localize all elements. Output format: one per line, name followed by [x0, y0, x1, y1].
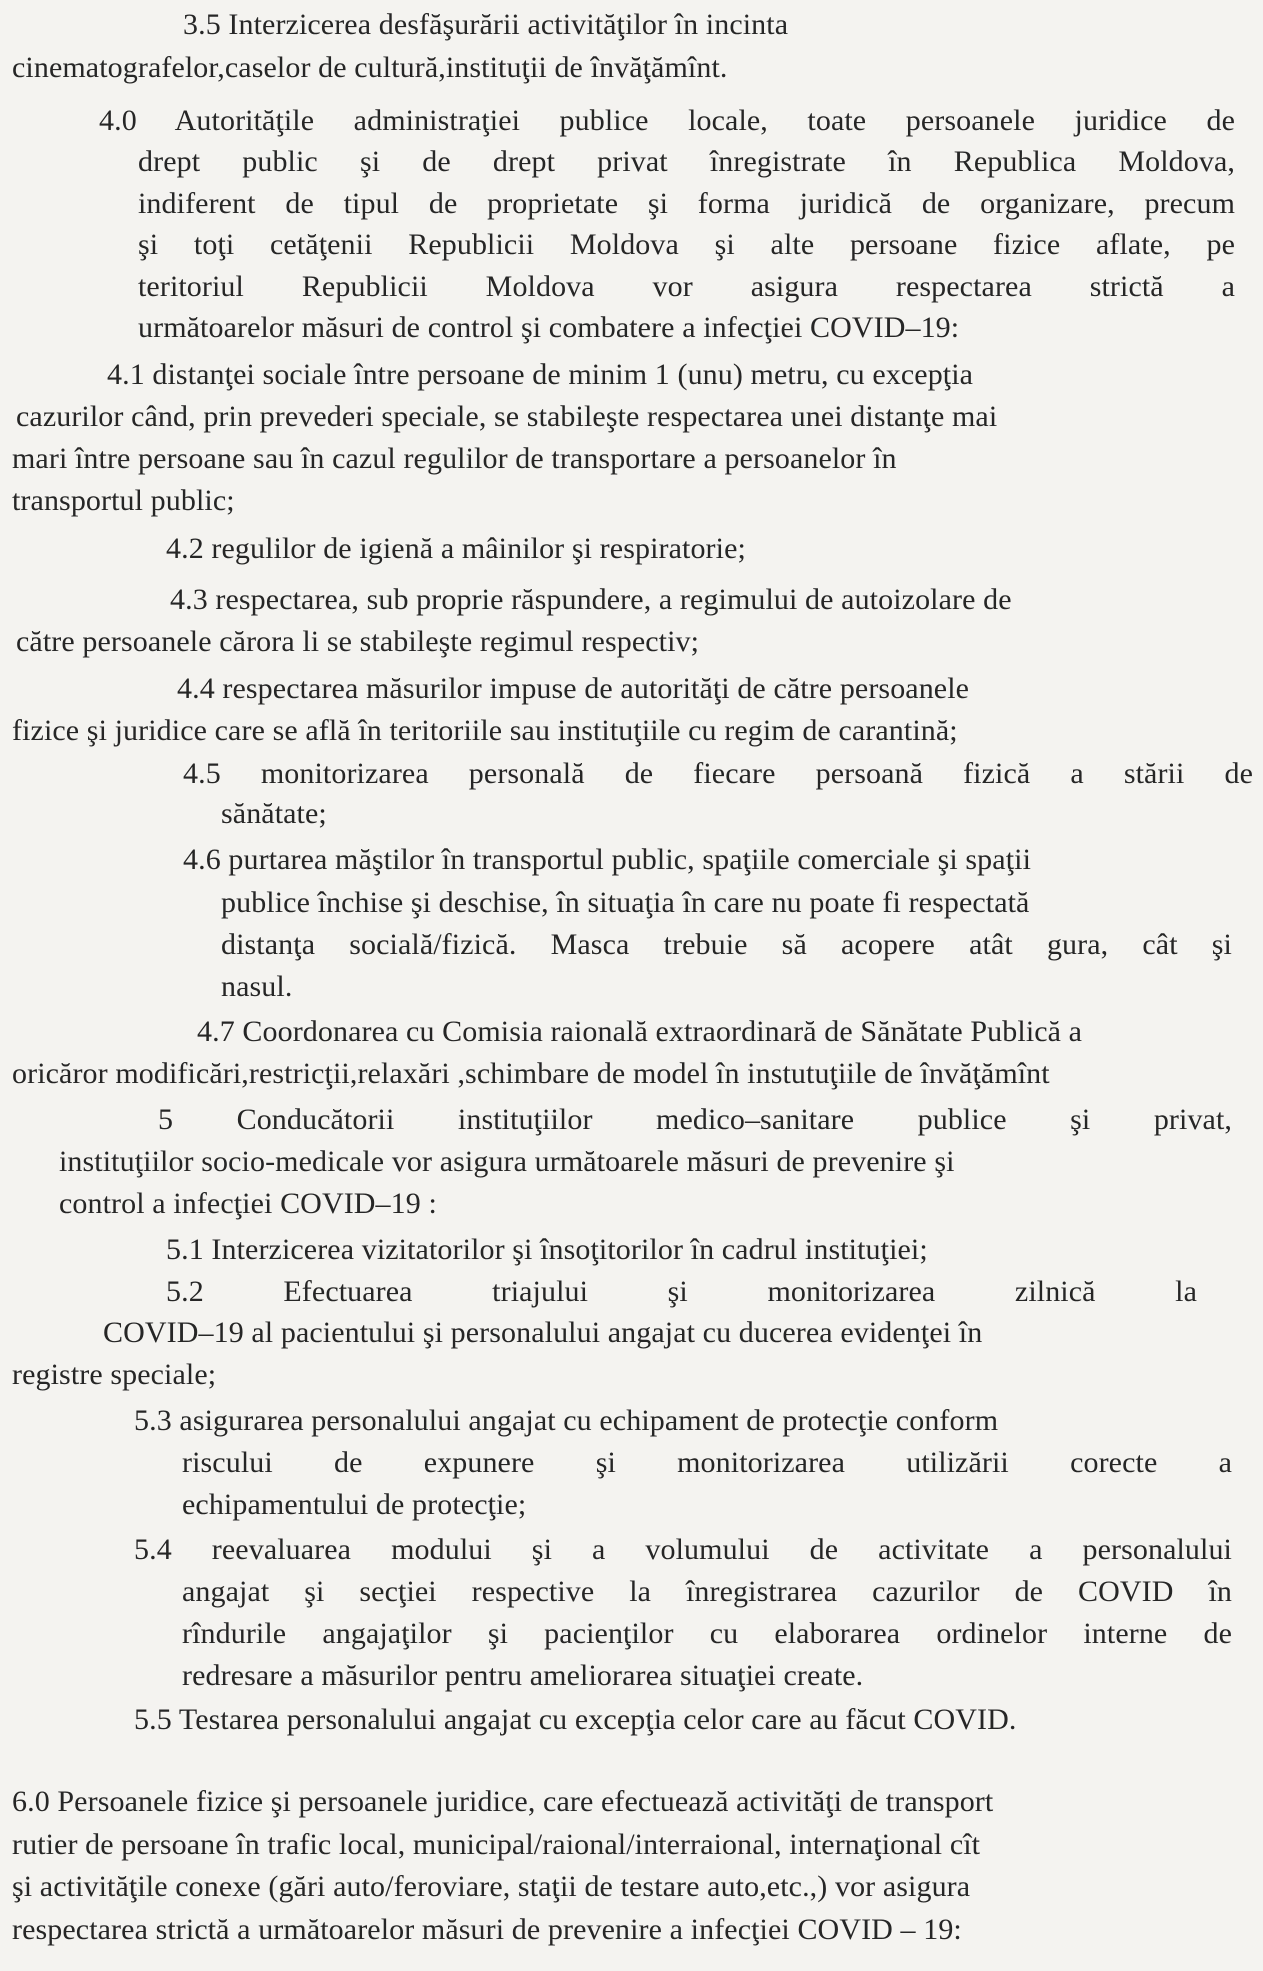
doc-line: sănătate;: [221, 797, 327, 830]
doc-line: 5 Conducătorii instituţiilor medico–sanitare publice şi privat,: [158, 1103, 1232, 1136]
doc-line: 5.2 Efectuarea triajului şi monitorizarea zilnică la: [166, 1275, 1197, 1308]
doc-line: drept public şi de drept privat înregistrate în Republica Moldova,: [138, 145, 1235, 178]
doc-line: riscului de expunere şi monitorizarea utilizării corecte a: [182, 1446, 1232, 1479]
doc-line: 4.3 respectarea, sub proprie răspundere, a regimului de autoizolare de: [170, 583, 1012, 616]
doc-line: 4.5 monitorizarea personală de fiecare persoană fizică a stării de: [183, 757, 1253, 790]
doc-line: fizice şi juridice care se află în teritoriile sau instituţiile cu regim de carantină;: [12, 714, 958, 747]
doc-line: 4.6 purtarea măştilor în transportul public, spaţiile comerciale şi spaţii: [183, 843, 1031, 876]
doc-line: cazurilor când, prin prevederi speciale, se stabileşte respectarea unei distanţe mai: [16, 400, 998, 433]
doc-line: următoarelor măsuri de control şi combatere a infecţiei COVID–19:: [138, 311, 960, 344]
doc-line: 5.5 Testarea personalului angajat cu excepţia celor care au făcut COVID.: [134, 1703, 1017, 1736]
doc-line: distanţa socială/fizică. Masca trebuie să acopere atât gura, cât şi: [221, 928, 1232, 961]
doc-line: echipamentului de protecţie;: [182, 1488, 527, 1521]
doc-line: redresare a măsurilor pentru ameliorarea situaţiei create.: [182, 1659, 864, 1692]
doc-line: control a infecţiei COVID–19 :: [59, 1187, 437, 1220]
doc-line: către persoanele cărora li se stabileşte regimul respectiv;: [16, 625, 700, 658]
doc-line: 4.4 respectarea măsurilor impuse de autorităţi de către persoanele: [177, 672, 970, 705]
doc-line: instituţiilor socio-medicale vor asigura următoarele măsuri de prevenire şi: [59, 1145, 955, 1178]
doc-line: nasul.: [221, 970, 293, 1003]
doc-line: teritoriul Republicii Moldova vor asigura respectarea strictă a: [138, 270, 1235, 303]
doc-line: oricăror modificări,restricţii,relaxări ,schimbare de model în instutuţiile de învăţămînt: [12, 1057, 1050, 1090]
doc-line: 4.0 Autorităţile administraţiei publice locale, toate persoanele juridice de: [99, 104, 1235, 137]
doc-line: 3.5 Interzicerea desfăşurării activităţilor în incinta: [183, 8, 789, 41]
doc-line: publice închise şi deschise, în situaţia în care nu poate fi respectată: [221, 886, 1030, 919]
doc-line: indiferent de tipul de proprietate şi forma juridică de organizare, precum: [138, 187, 1235, 220]
doc-line: transportul public;: [12, 484, 235, 517]
doc-line: rîndurile angajaţilor şi pacienţilor cu elaborarea ordinelor interne de: [182, 1617, 1232, 1650]
doc-line: COVID–19 al pacientului şi personalului angajat cu ducerea evidenţei în: [103, 1316, 983, 1349]
doc-line: 5.3 asigurarea personalului angajat cu echipament de protecţie conform: [134, 1404, 999, 1437]
doc-line: angajat şi secţiei respective la înregistrarea cazurilor de COVID în: [182, 1575, 1232, 1608]
doc-line: 5.1 Interzicerea vizitatorilor şi însoţitorilor în cadrul instituţiei;: [166, 1233, 928, 1266]
doc-line: şi toţi cetăţenii Republicii Moldova şi alte persoane fizice aflate, pe: [138, 228, 1235, 261]
doc-line: şi activităţile conexe (gări auto/feroviare, staţii de testare auto,etc.,) vor asigura: [12, 1870, 971, 1903]
doc-line: 6.0 Persoanele fizice şi persoanele juridice, care efectuează activităţi de transport: [12, 1785, 994, 1818]
doc-line: rutier de persoane în trafic local, municipal/raional/interraional, internaţional cît: [12, 1828, 981, 1861]
doc-line: registre speciale;: [12, 1358, 217, 1391]
doc-line: mari între persoane sau în cazul regulilor de transportare a persoanelor în: [12, 442, 897, 475]
doc-line: 4.1 distanţei sociale între persoane de minim 1 (unu) metru, cu excepţia: [107, 358, 974, 391]
doc-line: 4.2 regulilor de igienă a mâinilor şi respiratorie;: [166, 532, 746, 565]
doc-line: cinematografelor,caselor de cultură,instituţii de învăţămînt.: [12, 51, 728, 84]
doc-line: respectarea strictă a următoarelor măsuri de prevenire a infecţiei COVID – 19:: [12, 1913, 962, 1946]
doc-line: 4.7 Coordonarea cu Comisia raională extraordinară de Sănătate Publică a: [197, 1015, 1083, 1048]
doc-line: 5.4 reevaluarea modului şi a volumului de activitate a personalului: [134, 1533, 1232, 1566]
